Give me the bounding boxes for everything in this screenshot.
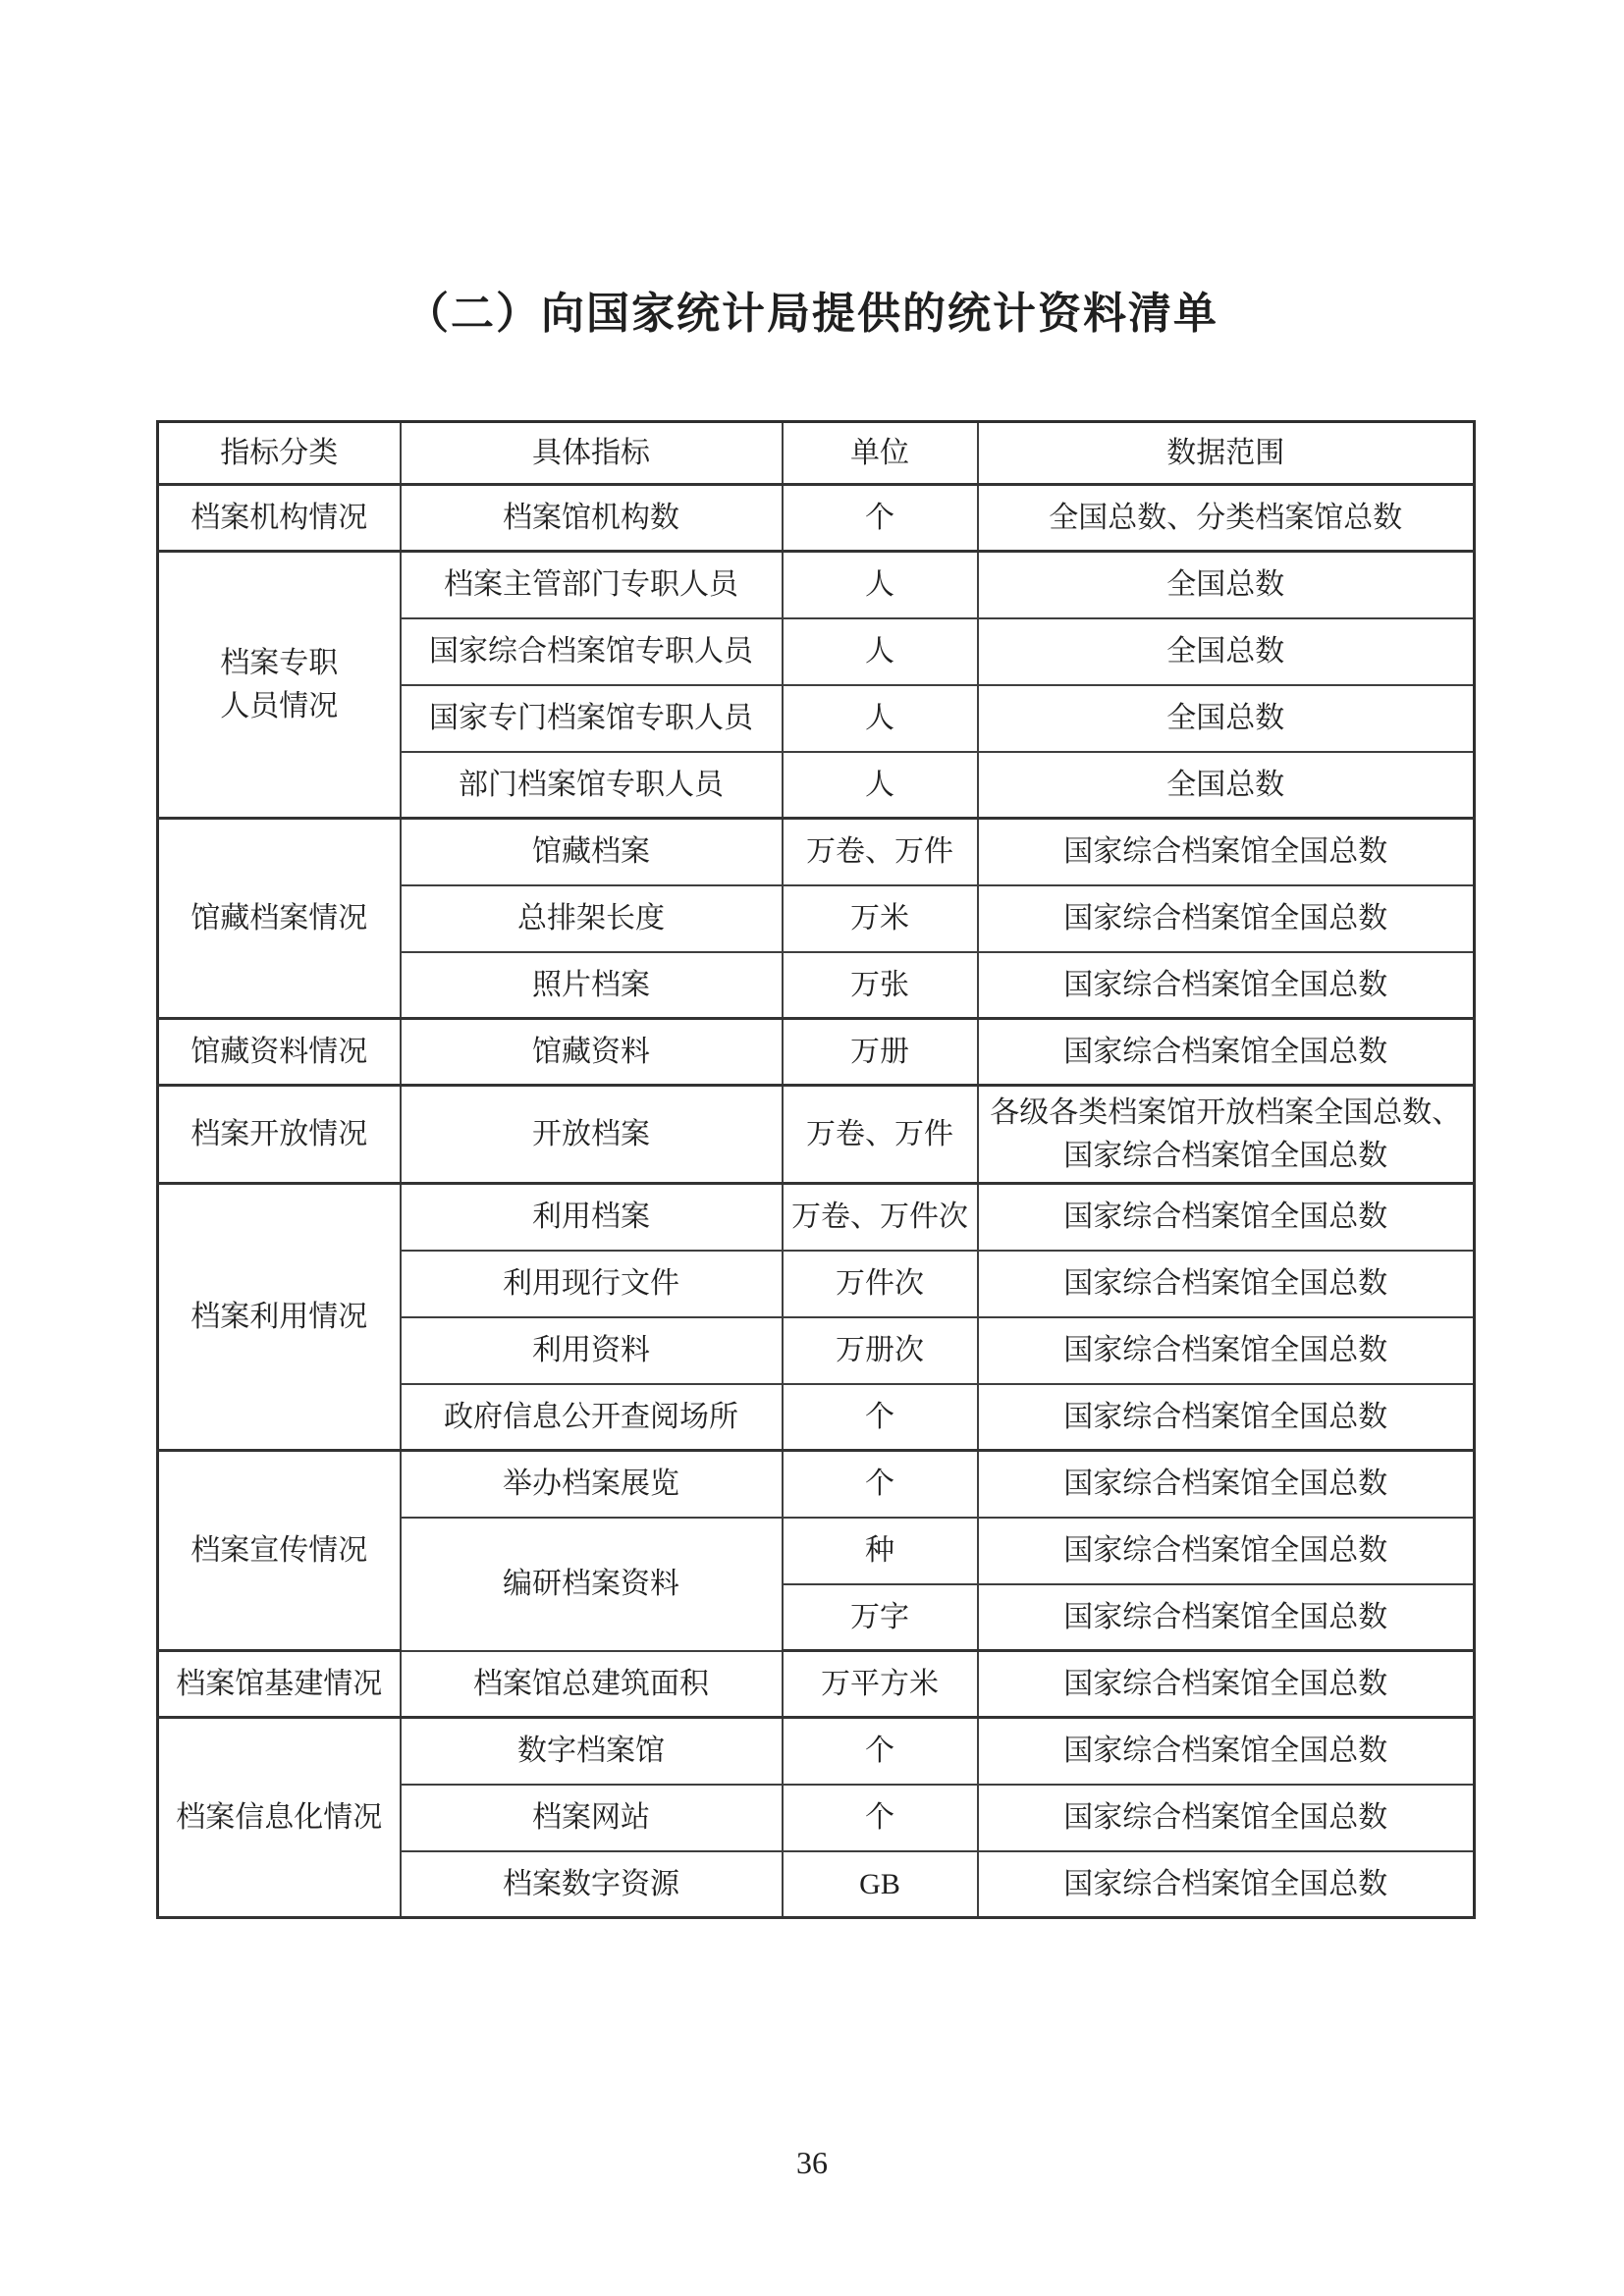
unit-cell: 个: [783, 1718, 978, 1785]
unit-cell: 人: [783, 752, 978, 819]
indicator-cell: 部门档案馆专职人员: [401, 752, 783, 819]
unit-cell: 人: [783, 618, 978, 685]
unit-cell: 个: [783, 1785, 978, 1851]
category-cell: 馆藏资料情况: [158, 1019, 401, 1086]
indicator-cell: 总排架长度: [401, 885, 783, 952]
scope-cell: 国家综合档案馆全国总数: [978, 1317, 1475, 1384]
indicator-cell: 国家综合档案馆专职人员: [401, 618, 783, 685]
unit-cell: 万卷、万件次: [783, 1184, 978, 1251]
scope-cell: 国家综合档案馆全国总数: [978, 1451, 1475, 1518]
unit-cell: 人: [783, 552, 978, 618]
stat-table: [156, 420, 1476, 1919]
indicator-cell: 政府信息公开查阅场所: [401, 1384, 783, 1451]
scope-cell: 国家综合档案馆全国总数: [978, 885, 1475, 952]
unit-cell: 个: [783, 1384, 978, 1451]
scope-cell: 国家综合档案馆全国总数: [978, 1251, 1475, 1317]
page-number: 36: [796, 2145, 828, 2180]
scope-cell: 国家综合档案馆全国总数: [978, 1785, 1475, 1851]
table-row: [158, 1718, 1475, 1785]
scope-cell: 国家综合档案馆全国总数: [978, 1584, 1475, 1651]
scope-cell: 各级各类档案馆开放档案全国总数、国家综合档案馆全国总数: [978, 1086, 1475, 1184]
scope-cell: 国家综合档案馆全国总数: [978, 1851, 1475, 1918]
indicator-cell: 国家专门档案馆专职人员: [401, 685, 783, 752]
unit-cell: 万字: [783, 1584, 978, 1651]
scope-cell: 国家综合档案馆全国总数: [978, 1184, 1475, 1251]
unit-cell: 个: [783, 485, 978, 552]
column-header-category: 指标分类: [158, 422, 401, 485]
unit-cell: GB: [783, 1851, 978, 1918]
indicator-cell: 照片档案: [401, 952, 783, 1019]
table-row: [158, 819, 1475, 885]
scope-cell: 国家综合档案馆全国总数: [978, 952, 1475, 1019]
unit-cell: 个: [783, 1451, 978, 1518]
unit-cell: 万册次: [783, 1317, 978, 1384]
unit-cell: 万张: [783, 952, 978, 1019]
category-cell: 档案宣传情况: [158, 1451, 401, 1651]
unit-cell: 人: [783, 685, 978, 752]
column-header-unit: 单位: [783, 422, 978, 485]
scope-cell: 国家综合档案馆全国总数: [978, 1518, 1475, 1584]
category-line: 档案专职: [220, 647, 339, 679]
indicator-cell: 开放档案: [401, 1086, 783, 1184]
unit-cell: 种: [783, 1518, 978, 1584]
unit-cell: 万平方米: [783, 1651, 978, 1718]
indicator-cell: 档案主管部门专职人员: [401, 552, 783, 618]
unit-cell: 万卷、万件: [783, 1086, 978, 1184]
section-title: （二）向国家统计局提供的统计资料清单: [406, 290, 1218, 338]
unit-cell: 万册: [783, 1019, 978, 1086]
indicator-cell: 档案馆总建筑面积: [401, 1651, 783, 1718]
indicator-cell: 举办档案展览: [401, 1451, 783, 1518]
scope-cell: 全国总数、分类档案馆总数: [978, 485, 1475, 552]
indicator-cell: 编研档案资料: [401, 1518, 783, 1651]
indicator-cell: 利用档案: [401, 1184, 783, 1251]
table-header-row: [158, 422, 1475, 485]
table-row: [158, 1184, 1475, 1251]
scope-cell: 国家综合档案馆全国总数: [978, 1019, 1475, 1086]
table-row: [158, 552, 1475, 618]
table-row: [158, 1651, 1475, 1718]
scope-cell: 国家综合档案馆全国总数: [978, 1384, 1475, 1451]
table-row: [158, 1451, 1475, 1518]
indicator-cell: 档案馆机构数: [401, 485, 783, 552]
category-line: 人员情况: [220, 689, 339, 722]
scope-cell: 全国总数: [978, 752, 1475, 819]
category-cell: 档案机构情况: [158, 485, 401, 552]
indicator-cell: 档案网站: [401, 1785, 783, 1851]
indicator-cell: 数字档案馆: [401, 1718, 783, 1785]
category-cell: 档案开放情况: [158, 1086, 401, 1184]
unit-cell: 万卷、万件: [783, 819, 978, 885]
category-cell: [158, 552, 401, 819]
scope-cell: 国家综合档案馆全国总数: [978, 819, 1475, 885]
category-cell: 档案馆基建情况: [158, 1651, 401, 1718]
unit-cell: 万件次: [783, 1251, 978, 1317]
scope-cell: 全国总数: [978, 685, 1475, 752]
unit-cell: 万米: [783, 885, 978, 952]
scope-cell: 国家综合档案馆全国总数: [978, 1718, 1475, 1785]
category-cell: 馆藏档案情况: [158, 819, 401, 1019]
indicator-cell: 馆藏资料: [401, 1019, 783, 1086]
table-row: [158, 1019, 1475, 1086]
category-cell: 档案利用情况: [158, 1184, 401, 1451]
table-row: [158, 485, 1475, 552]
table-row: [158, 1086, 1475, 1184]
column-header-scope: 数据范围: [978, 422, 1475, 485]
indicator-cell: 利用现行文件: [401, 1251, 783, 1317]
indicator-cell: 馆藏档案: [401, 819, 783, 885]
scope-cell: 全国总数: [978, 618, 1475, 685]
category-cell: 档案信息化情况: [158, 1718, 401, 1918]
scope-cell: 全国总数: [978, 552, 1475, 618]
scope-cell: 国家综合档案馆全国总数: [978, 1651, 1475, 1718]
column-header-indicator: 具体指标: [401, 422, 783, 485]
indicator-cell: 利用资料: [401, 1317, 783, 1384]
indicator-cell: 档案数字资源: [401, 1851, 783, 1918]
